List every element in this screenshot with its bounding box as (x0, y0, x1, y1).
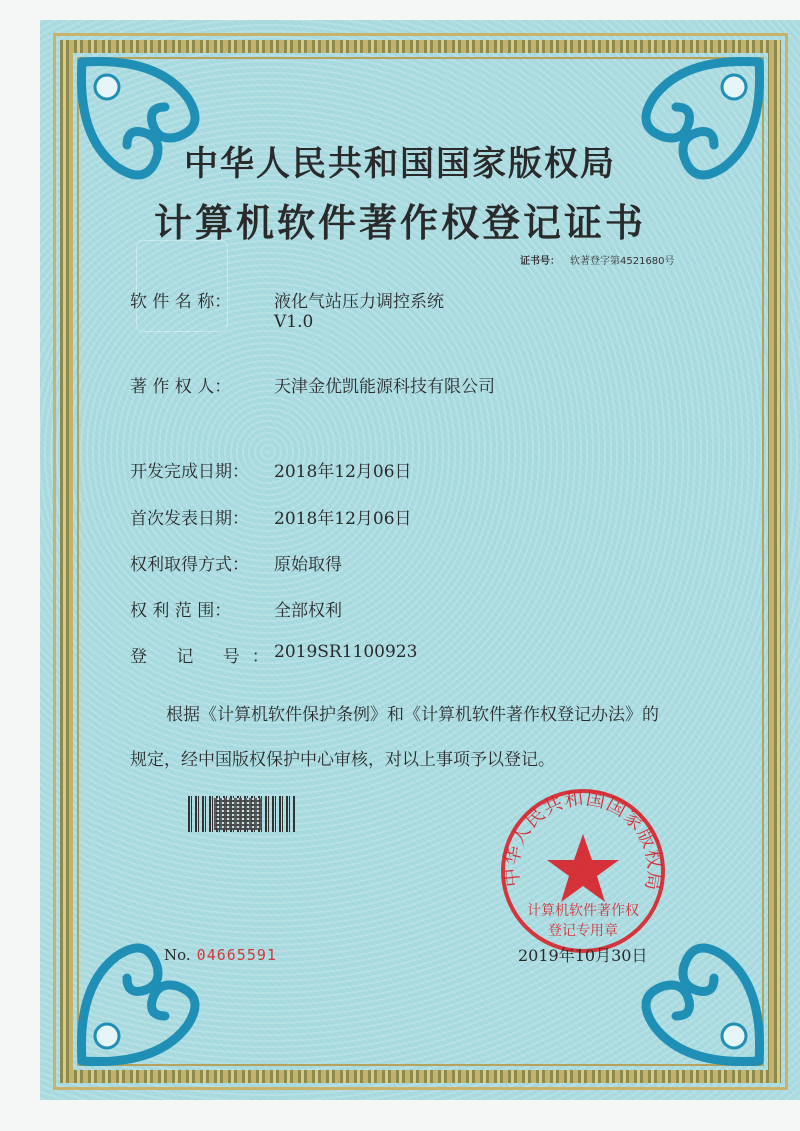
statement-line-1: 根据《计算机软件保护条例》和《计算机软件著作权登记办法》的 (166, 705, 659, 725)
certificate-number-label: 证书号： (520, 256, 560, 267)
serial-label: No. (164, 946, 191, 964)
statement-line-2: 规定，经中国版权保护中心审核，对以上事项予以登记。 (130, 750, 555, 770)
acquisition-method-label: 权利取得方式： (130, 555, 249, 575)
rights-scope-value: 全部权利 (274, 601, 342, 621)
software-version-value: V1.0 (274, 312, 314, 332)
development-date-label: 开发完成日期： (130, 462, 249, 482)
watermark-emblem-icon (136, 240, 228, 332)
software-name-value: 液化气站压力调控系统 (274, 292, 444, 312)
development-date-value: 2018年12月06日 (274, 462, 412, 482)
copyright-owner-label: 著 作 权 人： (130, 377, 232, 397)
copyright-owner-value: 天津金优凯能源科技有限公司 (274, 377, 495, 397)
software-name-label: 软 件 名 称： (130, 292, 232, 312)
seal-center-line-2: 登记专用章 (548, 923, 618, 939)
registration-number-value: 2019SR1100923 (274, 642, 418, 662)
barcode-icon (188, 796, 296, 832)
seal-ring-text: 中华人民共和国国家版权局 (500, 787, 666, 894)
serial-number (164, 946, 277, 964)
issue-date: 2019年10月30日 (518, 946, 648, 965)
rights-scope-label: 权 利 范 围： (130, 601, 232, 621)
serial-value: 04665591 (196, 946, 277, 964)
scroll-ornament-icon (77, 916, 227, 1066)
issuer-title: 中华人民共和国国家版权局 (184, 144, 616, 184)
qr-pattern (214, 798, 262, 830)
certificate-title: 计算机软件著作权登记证书 (153, 200, 646, 245)
star-icon (547, 834, 619, 902)
certificate-number (520, 252, 675, 267)
publication-date-value: 2018年12月06日 (274, 509, 412, 529)
certificate-number-value: 软著登字第4521680号 (570, 256, 675, 267)
publication-date-label: 首次发表日期： (130, 509, 249, 529)
registration-number-label: 登 记 号： (130, 647, 281, 667)
seal-center-line-1: 计算机软件著作权 (527, 903, 639, 919)
acquisition-method-value: 原始取得 (274, 555, 342, 575)
